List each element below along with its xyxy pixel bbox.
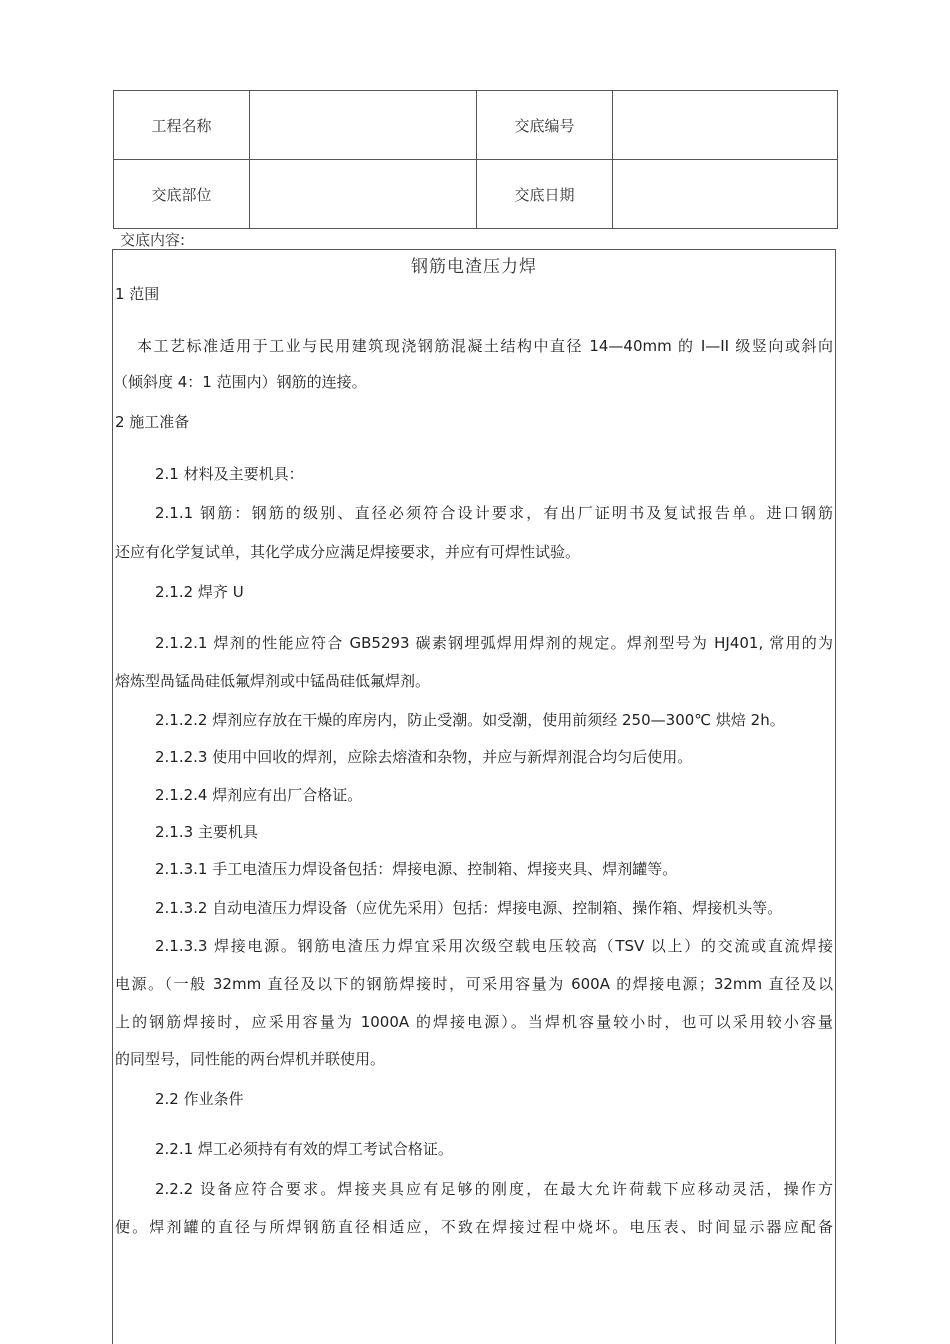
paragraph-line: 2.1.2.2 焊剂应存放在干燥的库房内，防止受潮。如受潮，使用前须经 250—300℃ 烘焙 2h。 [155, 711, 785, 729]
disclosure-part-value [250, 160, 477, 229]
subsection-heading: 2.1.2 焊齐 U [155, 583, 244, 601]
paragraph-line: （倾斜度 4：1 范围内）钢筋的连接。 [113, 373, 367, 391]
paragraph-line: 2.1.2.1 焊剂的性能应符合 GB5293 碳素钢埋弧焊用焊剂的规定。焊剂型号为 HJ401, 常用的为 [155, 634, 833, 652]
header-table [113, 90, 838, 229]
section-heading: 2 施工准备 [115, 413, 190, 431]
subsection-heading: 2.1 材料及主要机具： [155, 465, 304, 483]
paragraph-line: 电源。（一般 32mm 直径及以下的钢筋焊接时，可采用容量为 600A 的焊接电源；32mm 直径及以 [115, 975, 833, 993]
paragraph-line: 2.1.1 钢筋：钢筋的级别、直径必须符合设计要求，有出厂证明书及复试报告单。进口钢筋 [155, 504, 833, 522]
paragraph-line: 便。焊剂罐的直径与所焊钢筋直径相适应，不致在焊接过程中烧坏。电压表、时间显示器应配备 [115, 1218, 833, 1236]
project-name-label: 工程名称 [114, 91, 250, 160]
document-title: 钢筋电渣压力焊 [411, 257, 537, 277]
content-box [112, 249, 836, 1344]
subsection-heading: 2.2 作业条件 [155, 1090, 244, 1108]
paragraph-line: 还应有化学复试单，其化学成分应满足焊接要求，并应有可焊性试验。 [115, 543, 581, 561]
paragraph-line: 2.1.3.3 焊接电源。钢筋电渣压力焊宜采用次级空载电压较高（TSV 以上）的交流或直流焊接 [155, 937, 833, 955]
paragraph-line: 的同型号，同性能的两台焊机并联使用。 [115, 1050, 386, 1068]
paragraph-line: 2.1.3.2 自动电渣压力焊设备（应优先采用）包括：焊接电源、控制箱、操作箱、焊接机头等。 [155, 899, 783, 917]
disclosure-part-label: 交底部位 [114, 160, 250, 229]
disclosure-no-value [613, 91, 838, 160]
paragraph-line: 2.1.2.3 使用中回收的焊剂，应除去熔渣和杂物，并应与新焊剂混合均匀后使用。 [155, 748, 693, 766]
disclosure-date-value [613, 160, 838, 229]
section-heading: 1 范围 [115, 285, 160, 303]
disclosure-no-label: 交底编号 [477, 91, 613, 160]
header-row-2 [114, 160, 838, 229]
disclosure-date-label: 交底日期 [477, 160, 613, 229]
subsection-heading: 2.1.3 主要机具 [155, 823, 258, 841]
paragraph-line: 上的钢筋焊接时，应采用容量为 1000A 的焊接电源）。当焊机容量较小时，也可以采用较小容量 [115, 1013, 833, 1031]
header-row-1 [114, 91, 838, 160]
paragraph-line: 2.1.2.4 焊剂应有出厂合格证。 [155, 786, 363, 804]
content-label: 交底内容: [120, 231, 186, 249]
paragraph-line: 2.2.1 焊工必须持有有效的焊工考试合格证。 [155, 1140, 453, 1158]
paragraph-line: 2.2.2 设备应符合要求。焊接夹具应有足够的刚度，在最大允许荷载下应移动灵活，操作方 [155, 1180, 833, 1198]
paragraph-line: 本工艺标准适用于工业与民用建筑现浇钢筋混凝土结构中直径 14—40mm 的 I—II 级竖向或斜向 [137, 337, 833, 355]
project-name-value [250, 91, 477, 160]
paragraph-line: 熔炼型咼锰咼硅低氟焊剂或中锰咼硅低氟焊剂。 [115, 672, 431, 690]
paragraph-line: 2.1.3.1 手工电渣压力焊设备包括：焊接电源、控制箱、焊接夹具、焊剂罐等。 [155, 860, 678, 878]
